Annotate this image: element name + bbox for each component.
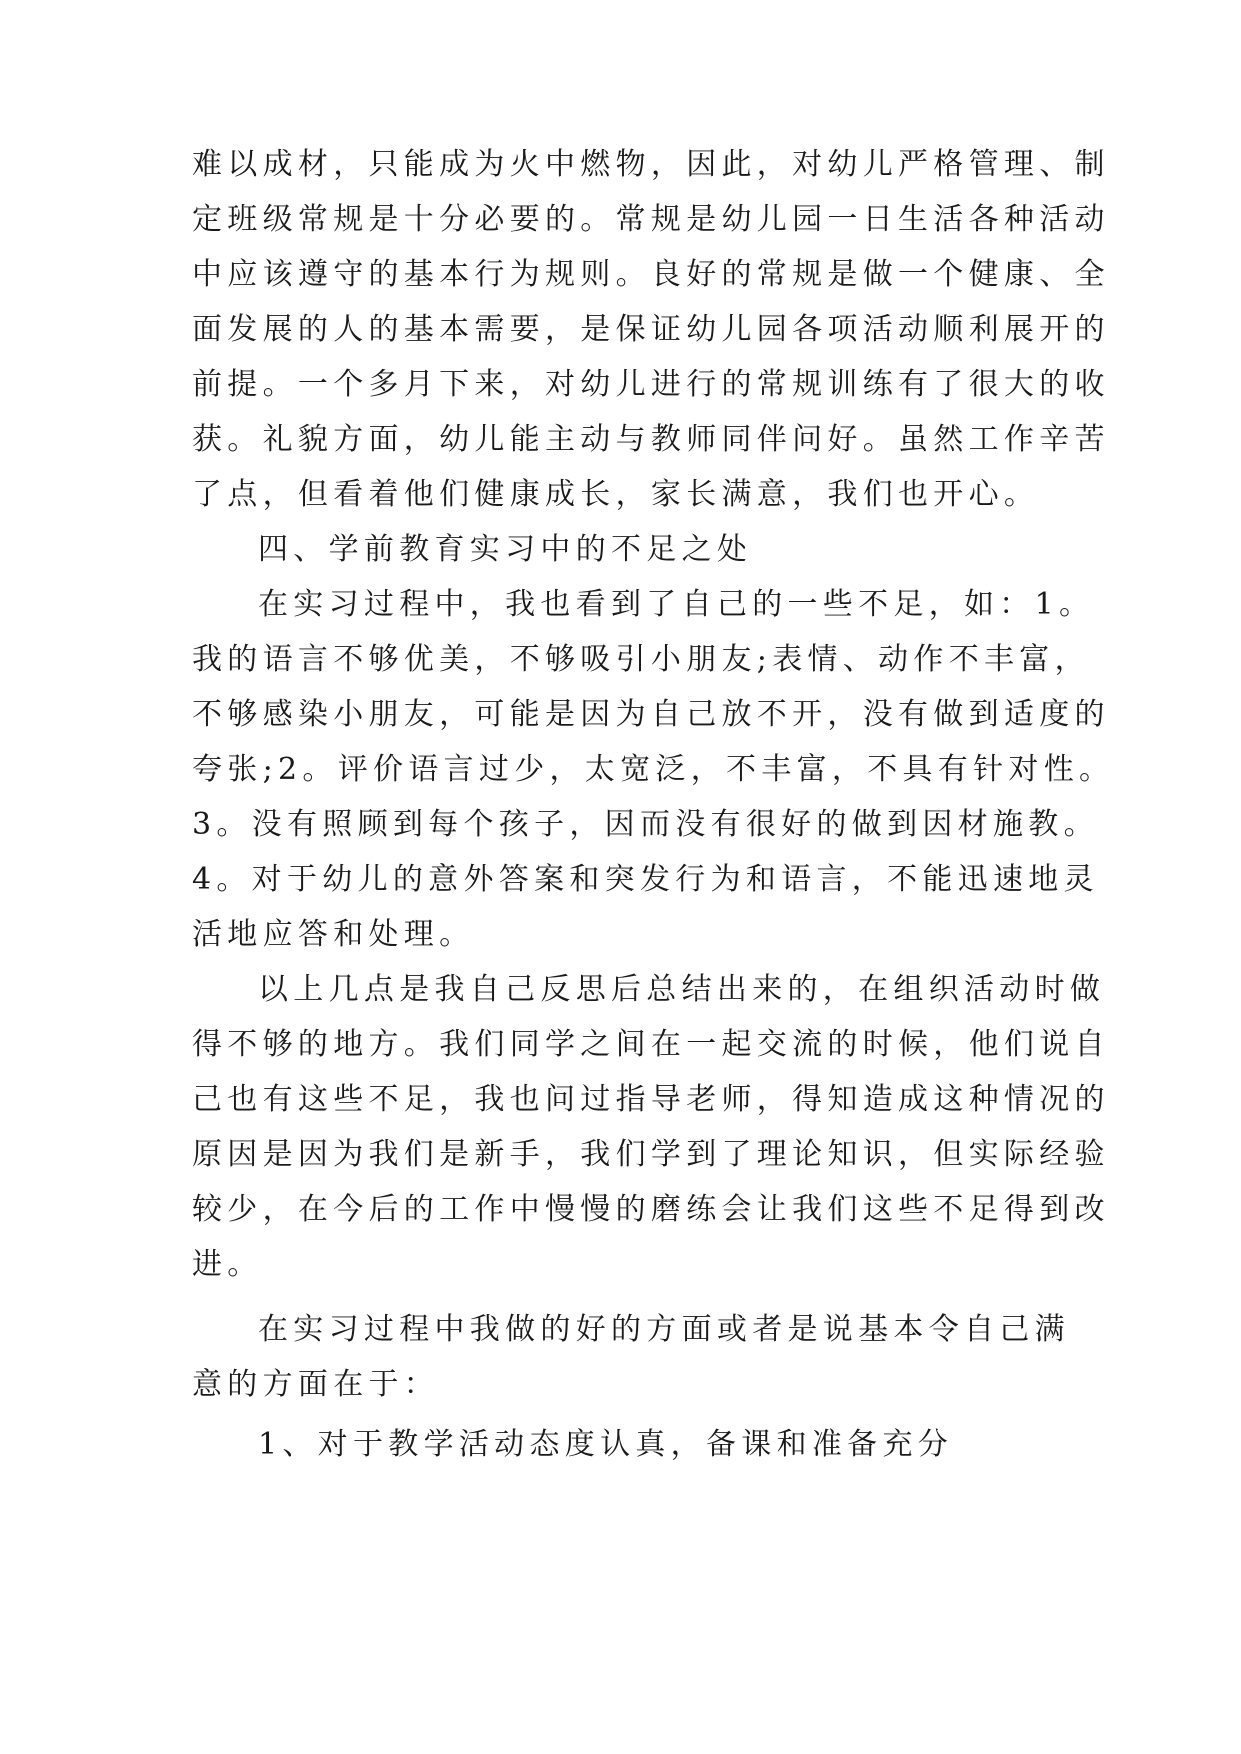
text-line: 不够感染小朋友，可能是因为自己放不开，没有做到适度的 [192, 697, 1110, 732]
text-line: 3。没有照顾到每个孩子，因而没有很好的做到因材施教。 [192, 807, 1099, 842]
text-line: 进。 [192, 1247, 263, 1282]
text-line: 难以成材，只能成为火中燃物，因此，对幼儿严格管理、制 [192, 147, 1110, 182]
section-heading: 四、学前教育实习中的不足之处 [258, 532, 753, 567]
text-line: 较少，在今后的工作中慢慢的磨练会让我们这些不足得到改 [192, 1192, 1110, 1227]
text-line: 原因是因为我们是新手，我们学到了理论知识，但实际经验 [192, 1137, 1110, 1172]
text-line: 中应该遵守的基本行为规则。良好的常规是做一个健康、全 [192, 257, 1110, 292]
text-line: 定班级常规是十分必要的。常规是幼儿园一日生活各种活动 [192, 202, 1110, 237]
list-item: 1、对于教学活动态度认真，备课和准备充分 [258, 1427, 954, 1462]
text-line: 得不够的地方。我们同学之间在一起交流的时候，他们说自 [192, 1027, 1110, 1062]
text-line: 意的方面在于： [192, 1367, 440, 1402]
text-line: 己也有这些不足，我也问过指导老师，得知造成这种情况的 [192, 1082, 1110, 1117]
text-line: 以上几点是我自己反思后总结出来的，在组织活动时做 [258, 972, 1106, 1007]
text-line: 在实习过程中我做的好的方面或者是说基本令自己满 [258, 1312, 1070, 1347]
text-line: 我的语言不够优美，不够吸引小朋友;表情、动作不丰富， [192, 642, 1090, 677]
text-line: 夸张;2。评价语言过少，太宽泛，不丰富，不具有针对性。 [192, 752, 1115, 787]
text-line: 了点，但看着他们健康成长，家长满意，我们也开心。 [192, 477, 1040, 512]
text-line: 前提。一个多月下来，对幼儿进行的常规训练有了很大的收 [192, 367, 1110, 402]
text-line: 获。礼貌方面，幼儿能主动与教师同伴问好。虽然工作辛苦 [192, 422, 1110, 457]
text-line: 面发展的人的基本需要，是保证幼儿园各项活动顺利展开的 [192, 312, 1110, 347]
text-line: 4。对于幼儿的意外答案和突发行为和语言，不能迅速地灵 [192, 862, 1099, 897]
text-line: 在实习过程中，我也看到了自己的一些不足，如：1。 [258, 587, 1095, 622]
text-line: 活地应答和处理。 [192, 917, 475, 952]
